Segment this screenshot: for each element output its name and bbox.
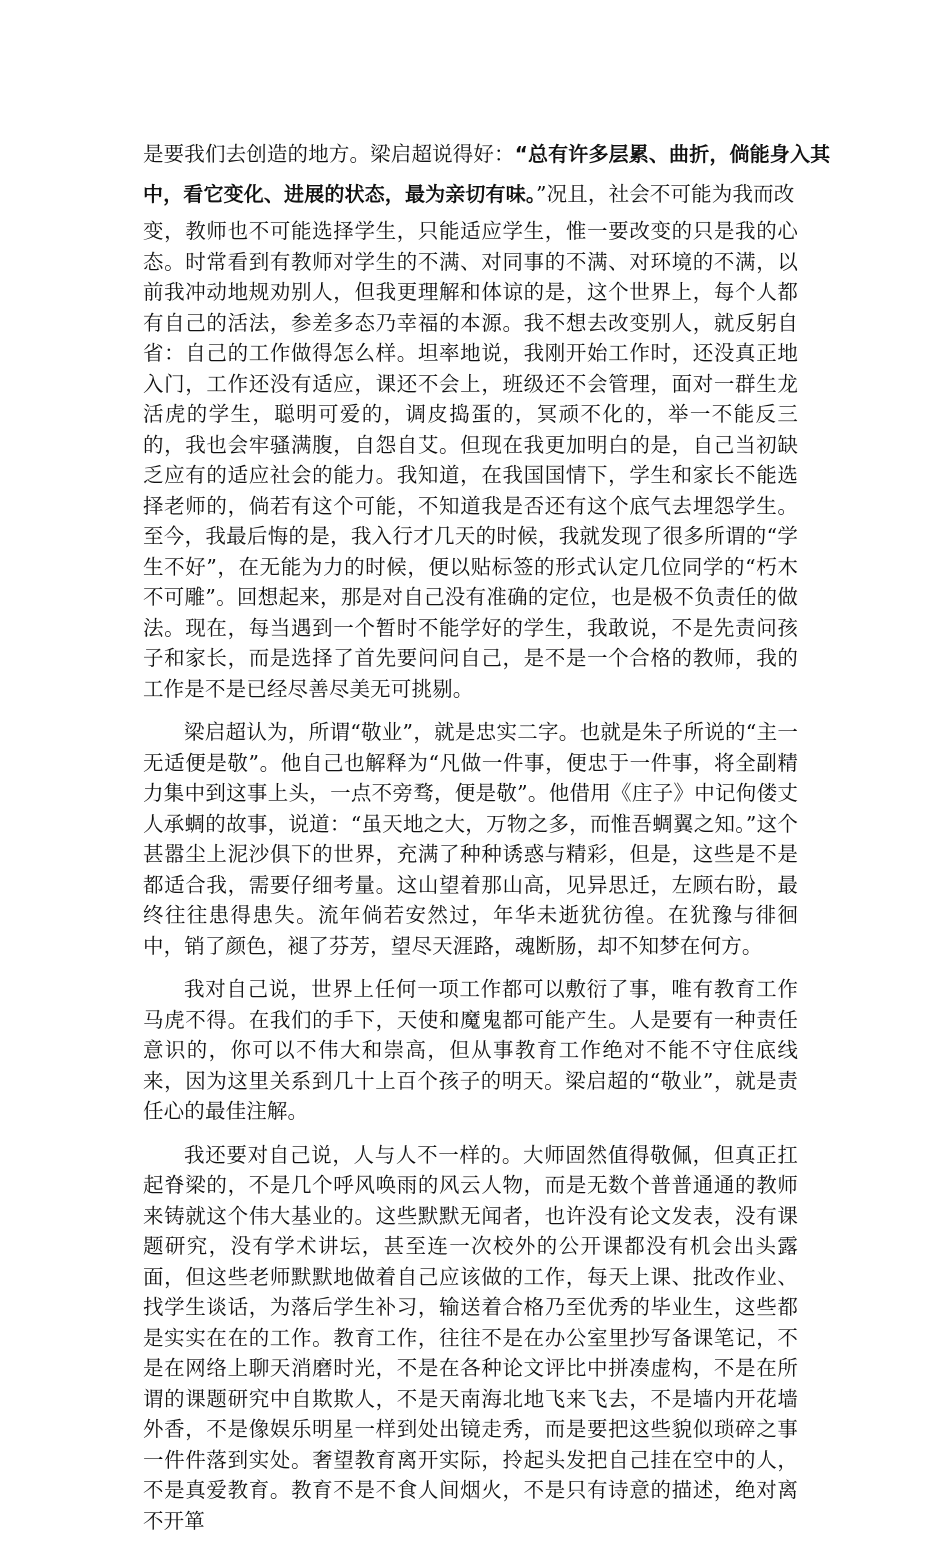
opening-lines [143,134,831,214]
paragraph-3: 我对自己说，世界上任何一项工作都可以敷衍了事，唯有教育工作马虎不得。在我们的手下，天使和魔鬼都可能产生。人是要有一种责任意识的，你可以不伟大和崇高，但从事教育工作绝对不能不守住底线来，因为这里关系到几十上百个孩子的明天。梁启超的“敬业”，就是责任心的最佳注解。 [143,977,798,1123]
paragraph-1: 变，教师也不可能选择学生，只能适应学生，惟一要改变的只是我的心态。时常看到有教师对学生的不满、对同事的不满、对环境的不满，以前我冲动地规劝别人，但我更理解和体谅的是，这个世界上，每个人都有自己的活法，参差多态乃幸福的本源。我不想去改变别人，就反躬自省：自己的工作做得怎么样。坦率地说，我刚开始工作时，还没真正地入门，工作还没有适应，课还不会上，班级还不会管理，面对一群生龙活虎的学生，聪明可爱的，调皮捣蛋的，冥顽不化的，举一不能反三的，我也会牢骚满腹，自怨自艾。但现在我更加明白的是，自己当初缺乏应有的适应社会的能力。我知道，在我国国情下，学生和家长不能选择老师的，倘若有这个可能，不知道我是否还有这个底气去埋怨学生。至今，我最后悔的是，我入行才几天的时候，我就发现了很多所谓的“学生不好”，在无能为力的时候，便以贴标签的形式认定几位同学的“朽木不可雕”。回想起来，那是对自己没有准确的定位，也是极不负责任的做法。现在，每当遇到一个暂时不能学好的学生，我敢说，不是先责问孩子和家长，而是选择了首先要问问自己，是不是一个合格的教师，我的工作是不是已经尽善尽美无可挑剔。 [143,219,798,701]
line2-suffix: ”况且，社会不可能为我而改 [536,182,795,206]
paragraph-2: 梁启超认为，所谓“敬业”，就是忠实二字。也就是朱子所说的“主一无适便是敬”。他自己也解释为“凡做一件事，便忠于一件事，将全副精力集中到这事上头，一点不旁骛，便是敬”。他借用《庄子》中记佝偻丈人承蜩的故事，说道：“虽天地之大，万物之多，而惟吾蜩翼之知。”这个甚嚣尘上泥沙俱下的世界，充满了种种诱惑与精彩，但是，这些是不是都适合我，需要仔细考量。这山望着那山高，见异思迁，左顾右盼，最终往往患得患失。流年倘若安然过，年华未逝犹彷徨。在犹豫与徘徊中，销了颜色，褪了芬芳，望尽天涯路，魂断肠，却不知梦在何方。 [143,720,798,958]
opening-line-1 [143,134,831,174]
opening-line-2 [143,174,798,214]
paragraph-4: 我还要对自己说，人与人不一样的。大师固然值得敬佩，但真正扛起脊梁的，不是几个呼风唤雨的风云人物，而是无数个普普通通的教师来铸就这个伟大基业的。这些默默无闻者，也许没有论文发表，没有课题研究，没有学术讲坛，甚至连一次校外的公开课都没有机会出头露面，但这些老师默默地做着自己应该做的工作，每天上课、批改作业、找学生谈话，为落后学生补习，输送着合格乃至优秀的毕业生，这些都是实实在在的工作。教育工作，往往不是在办公室里抄写备课笔记，不是在网络上聊天消磨时光，不是在各种论文评比中拼凑虚构，不是在所谓的课题研究中自欺欺人，不是天南海北地飞来飞去，不是墙内开花墙外香，不是像娱乐明星一样到处出镜走秀，而是要把这些貌似琐碎之事一件件落到实处。奢望教育离开实际，拎起头发把自己挂在空中的人，不是真爱教育。教育不是不食人间烟火，不是只有诗意的描述，绝对离不开箪 [143,1142,798,1533]
liang-qichao-quote-end: 中，看它变化、进展的状态，最为亲切有味。 [143,182,536,206]
liang-qichao-quote-start: “总有许多层累、曲折，倘能身入其 [514,142,831,166]
line1-prefix: 是要我们去创造的地方。梁启超说得好： [143,142,515,166]
document-body [143,216,798,1549]
